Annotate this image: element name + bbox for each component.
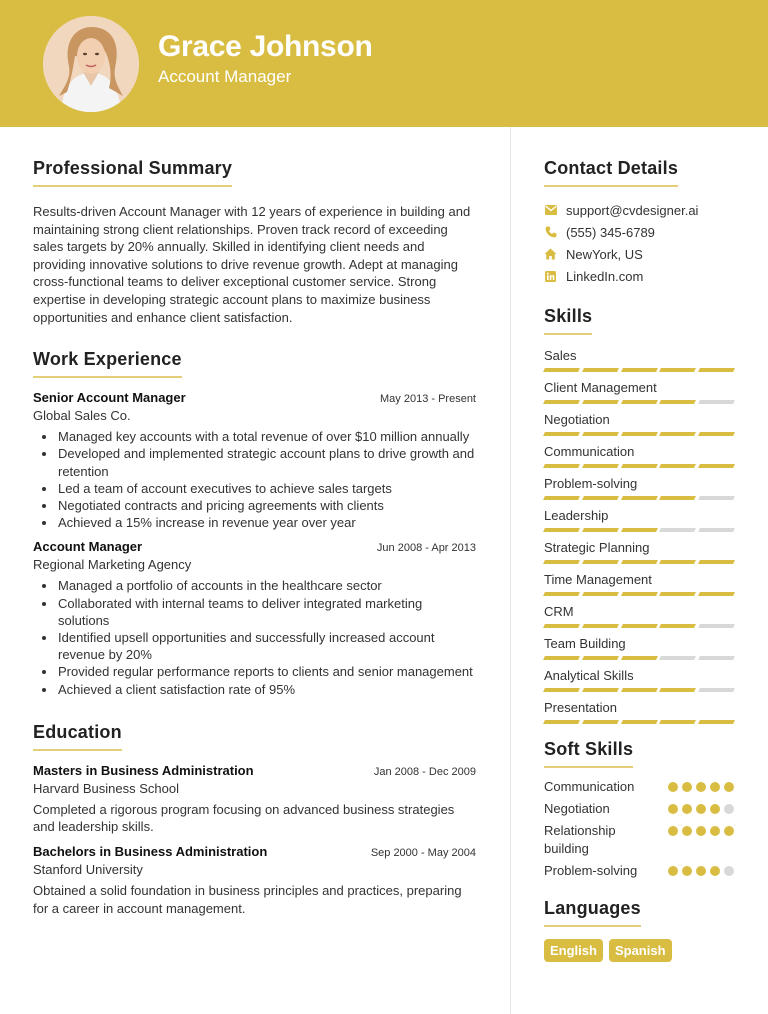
skill-name: Client Management — [544, 380, 657, 395]
skill-level-segment — [698, 592, 735, 596]
skill-level-bar — [544, 496, 734, 500]
skill-level-segment — [659, 368, 696, 372]
skill-item — [544, 668, 734, 692]
skill-level-segment — [582, 432, 619, 436]
section-title-skills: Skills — [544, 306, 592, 335]
skill-level-segment — [621, 464, 658, 468]
skill-item — [544, 572, 734, 596]
contact-section — [544, 158, 734, 287]
skill-level-bar — [544, 624, 734, 628]
skill-level-segment — [621, 656, 658, 660]
skill-level-segment — [698, 560, 735, 564]
rating-dot — [668, 782, 678, 792]
rating-dot — [724, 826, 734, 836]
soft-skill-name: Communication — [544, 779, 635, 794]
skill-item — [544, 380, 734, 404]
languages-section — [544, 898, 734, 962]
degree-title: Bachelors in Business Administration — [33, 843, 268, 859]
contact-location — [544, 243, 734, 265]
degree-title: Masters in Business Administration — [33, 762, 254, 778]
skill-name: Time Management — [544, 572, 652, 587]
skill-level-segment — [582, 656, 619, 660]
languages-list — [544, 939, 734, 962]
rating-dot — [710, 804, 720, 814]
rating-dot — [668, 804, 678, 814]
skill-level-segment — [582, 464, 619, 468]
section-title-languages: Languages — [544, 898, 641, 927]
rating-dot — [724, 804, 734, 814]
skill-item — [544, 700, 734, 724]
skill-level-segment — [543, 400, 580, 404]
skill-name: Communication — [544, 444, 635, 459]
skill-name: Sales — [544, 348, 577, 363]
soft-skill-item — [544, 822, 734, 858]
soft-skill-rating — [668, 826, 734, 836]
soft-skill-name: Relationship building — [544, 823, 616, 856]
skill-level-segment — [621, 496, 658, 500]
skill-level-segment — [659, 688, 696, 692]
skills-list — [544, 348, 734, 724]
skill-level-segment — [621, 688, 658, 692]
contact-phone[interactable] — [544, 221, 734, 243]
skill-level-segment — [659, 496, 696, 500]
soft-skill-name: Problem-solving — [544, 863, 638, 878]
skill-level-bar — [544, 528, 734, 532]
skill-level-segment — [698, 624, 735, 628]
skill-level-bar — [544, 368, 734, 372]
section-title-soft-skills: Soft Skills — [544, 739, 633, 768]
skill-level-segment — [659, 432, 696, 436]
skill-name: Problem-solving — [544, 476, 638, 491]
rating-dot — [682, 826, 692, 836]
soft-skill-item — [544, 800, 734, 818]
skill-level-segment — [659, 464, 696, 468]
job-title: Account Manager — [33, 539, 143, 555]
skill-level-segment — [543, 656, 580, 660]
skill-item — [544, 508, 734, 532]
skill-level-bar — [544, 592, 734, 596]
soft-skills-list — [544, 778, 734, 880]
contact-location-text: NewYork, US — [566, 246, 643, 262]
summary-section — [33, 158, 476, 326]
skill-level-bar — [544, 720, 734, 724]
section-title-summary: Professional Summary — [33, 158, 232, 187]
contact-email-text: support@cvdesigner.ai — [566, 202, 699, 218]
envelope-icon — [544, 204, 557, 217]
skill-level-segment — [621, 368, 658, 372]
column-divider — [510, 127, 511, 1014]
section-title-experience: Work Experience — [33, 349, 182, 378]
rating-dot — [696, 826, 706, 836]
skill-level-segment — [621, 720, 658, 724]
skill-level-segment — [698, 464, 735, 468]
soft-skill-item — [544, 778, 734, 796]
rating-dot — [710, 866, 720, 876]
skill-level-segment — [621, 592, 658, 596]
rating-dot — [696, 866, 706, 876]
skill-level-segment — [698, 528, 735, 532]
skill-level-bar — [544, 432, 734, 436]
job-bullet: • Collaborated with internal teams to deliver integrated marketing solutions — [57, 595, 476, 629]
job-entry — [33, 390, 476, 531]
education-description: Obtained a solid foundation in business principles and practices, preparing for a career in account management. — [33, 882, 462, 916]
skill-level-segment — [621, 400, 658, 404]
soft-skill-item — [544, 862, 734, 880]
skill-level-segment — [582, 368, 619, 372]
skill-level-segment — [582, 400, 619, 404]
skill-level-segment — [543, 560, 580, 564]
rating-dot — [710, 782, 720, 792]
rating-dot — [668, 826, 678, 836]
skill-level-segment — [543, 688, 580, 692]
rating-dot — [682, 804, 692, 814]
education-date: Jan 2008 - Dec 2009 — [373, 765, 476, 778]
skill-level-segment — [659, 592, 696, 596]
skill-name: Team Building — [544, 636, 626, 651]
language-badge: Spanish — [609, 939, 672, 962]
skill-name: Negotiation — [544, 412, 610, 427]
sidebar-column — [544, 158, 734, 962]
education-section — [33, 722, 476, 917]
summary-text: Results-driven Account Manager with 12 years of experience in building and maintaining strong client relationships. Proven track record of exceeding sales targets by 20% annually. Skilled in identifying client needs and providing innovative solutions to drive revenue growth. Adept at managing cross-functional teams to deliver exceptional customer service. Strong expertise in developing strategic account plans to maximize business opportunities and enhance client satisfaction. — [33, 204, 471, 325]
skill-level-bar — [544, 688, 734, 692]
education-date: Sep 2000 - May 2004 — [370, 846, 476, 859]
job-bullet: • Negotiated contracts and pricing agreements with clients — [57, 497, 476, 514]
skill-level-segment — [698, 432, 735, 436]
job-date: Jun 2008 - Apr 2013 — [376, 542, 476, 555]
soft-skill-rating — [668, 866, 734, 876]
skill-level-segment — [621, 624, 658, 628]
skill-level-bar — [544, 656, 734, 660]
job-bullet: • Achieved a client satisfaction rate of 95% — [57, 681, 476, 698]
experience-section — [33, 349, 476, 698]
skill-level-bar — [544, 464, 734, 468]
rating-dot — [682, 782, 692, 792]
skill-level-segment — [659, 656, 696, 660]
language-badge: English — [544, 939, 603, 962]
home-icon — [544, 248, 557, 261]
job-bullets — [33, 577, 476, 697]
skill-level-segment — [582, 528, 619, 532]
job-date: May 2013 - Present — [380, 393, 476, 406]
skill-level-segment — [621, 432, 658, 436]
soft-skill-rating — [668, 782, 734, 792]
job-bullets — [33, 428, 476, 531]
skill-level-segment — [543, 496, 580, 500]
skill-item — [544, 348, 734, 372]
skill-level-segment — [582, 624, 619, 628]
skill-level-segment — [543, 368, 580, 372]
skill-item — [544, 604, 734, 628]
skill-name: Leadership — [544, 508, 609, 523]
skill-name: Presentation — [544, 700, 617, 715]
rating-dot — [682, 866, 692, 876]
skill-level-segment — [543, 624, 580, 628]
section-title-contact: Contact Details — [544, 158, 678, 187]
skill-level-segment — [698, 400, 735, 404]
skill-level-segment — [621, 528, 658, 532]
job-bullet: • Identified upsell opportunities and successfully increased account revenue by 20% — [57, 629, 476, 663]
contact-email[interactable] — [544, 199, 734, 221]
skill-level-segment — [659, 400, 696, 404]
skill-level-segment — [659, 560, 696, 564]
job-bullet: • Managed key accounts with a total revenue of over $10 million annually — [57, 428, 476, 445]
rating-dot — [724, 866, 734, 876]
rating-dot — [724, 782, 734, 792]
education-entry — [33, 844, 476, 917]
contact-linkedin[interactable] — [544, 265, 734, 287]
skill-name: Analytical Skills — [544, 668, 634, 683]
phone-icon — [544, 226, 557, 239]
main-column — [33, 158, 476, 917]
resume-header — [0, 0, 768, 127]
education-description: Completed a rigorous program focusing on advanced business strategies and leadership skills. — [33, 801, 455, 835]
linkedin-icon — [544, 270, 557, 283]
skill-level-segment — [582, 560, 619, 564]
skill-name: CRM — [544, 604, 574, 619]
skill-level-segment — [698, 368, 735, 372]
skill-level-segment — [582, 496, 619, 500]
skill-item — [544, 476, 734, 500]
job-title: Senior Account Manager — [33, 390, 186, 406]
contact-phone-text: (555) 345-6789 — [566, 224, 655, 240]
skill-level-segment — [698, 656, 735, 660]
skill-level-segment — [582, 592, 619, 596]
school-name: Harvard Business School — [33, 780, 179, 796]
skill-item — [544, 412, 734, 436]
skill-name: Strategic Planning — [544, 540, 650, 555]
job-entry — [33, 539, 476, 697]
skill-level-bar — [544, 560, 734, 564]
skill-level-segment — [582, 720, 619, 724]
soft-skill-rating — [668, 804, 734, 814]
school-name: Stanford University — [33, 861, 143, 877]
soft-skills-section — [544, 739, 734, 880]
skill-item — [544, 636, 734, 660]
rating-dot — [696, 804, 706, 814]
skill-level-segment — [543, 720, 580, 724]
skill-level-segment — [582, 688, 619, 692]
job-bullet: • Developed and implemented strategic account plans to drive growth and retention — [57, 445, 476, 479]
skill-level-segment — [659, 624, 696, 628]
skill-level-segment — [543, 528, 580, 532]
skill-level-bar — [544, 400, 734, 404]
skill-item — [544, 444, 734, 468]
job-bullet: • Led a team of account executives to achieve sales targets — [57, 480, 476, 497]
skill-level-segment — [543, 592, 580, 596]
education-entry — [33, 763, 476, 836]
job-bullet: • Provided regular performance reports to clients and senior management — [57, 663, 476, 680]
skill-level-segment — [698, 720, 735, 724]
skill-level-segment — [543, 464, 580, 468]
candidate-role: Account Manager — [158, 67, 292, 86]
profile-photo — [43, 16, 139, 112]
skills-section — [544, 306, 734, 724]
job-company: Regional Marketing Agency — [33, 557, 192, 573]
skill-item — [544, 540, 734, 564]
rating-dot — [668, 866, 678, 876]
skill-level-segment — [698, 496, 735, 500]
soft-skill-name: Negotiation — [544, 801, 610, 816]
skill-level-segment — [698, 688, 735, 692]
job-company: Global Sales Co. — [33, 408, 131, 424]
contact-linkedin-text: LinkedIn.com — [566, 268, 644, 284]
skill-level-segment — [659, 528, 696, 532]
rating-dot — [696, 782, 706, 792]
candidate-name: Grace Johnson — [158, 30, 373, 63]
job-bullet: • Achieved a 15% increase in revenue year over year — [57, 514, 476, 531]
skill-level-segment — [621, 560, 658, 564]
section-title-education: Education — [33, 722, 122, 751]
rating-dot — [710, 826, 720, 836]
job-bullet: • Managed a portfolio of accounts in the healthcare sector — [57, 577, 476, 594]
skill-level-segment — [659, 720, 696, 724]
skill-level-segment — [543, 432, 580, 436]
